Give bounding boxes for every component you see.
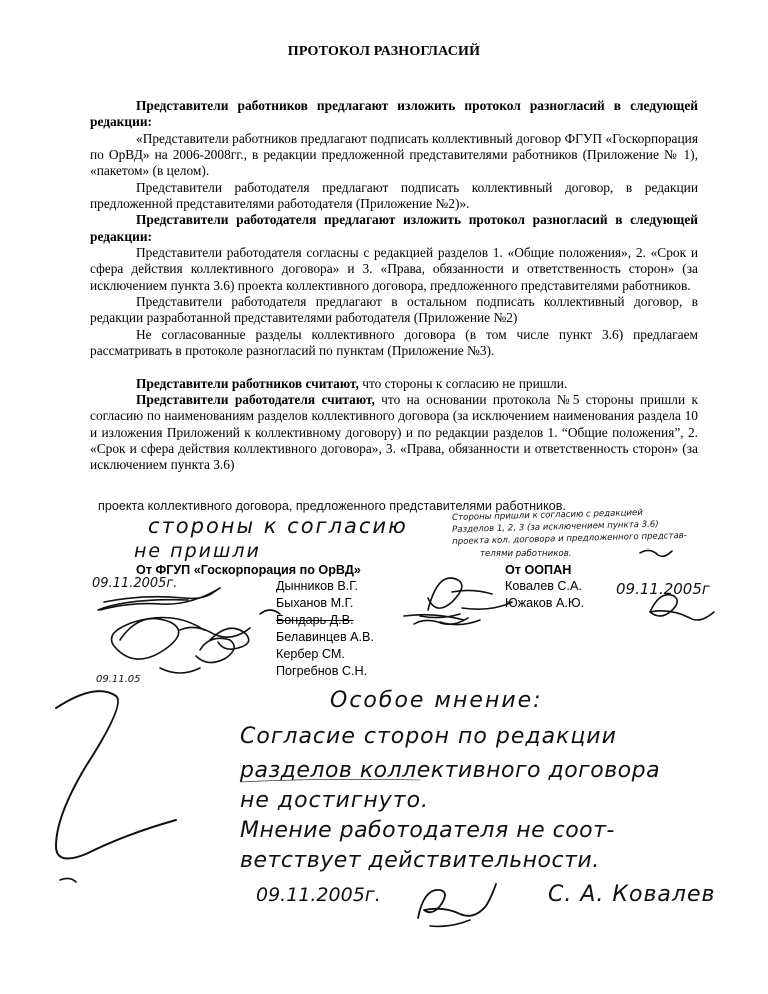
large-signature-z [56,691,176,858]
right-signature [650,595,714,620]
special-opinion-line-1: Согласие сторон по редакции [240,724,617,749]
right-note-flourish [640,550,672,556]
left-signatory-name: Кербер СМ. [276,647,345,661]
paragraph-employer-proposal: Представители работодателя предлагают подписать коллективный договор, в редакции предложенной представителями работодателя (Приложение №2)». [90,179,698,212]
handwritten-right-note-3: проекта кол. договора и предложенного представ- [452,530,688,547]
left-party-heading: От ФГУП «Госкорпорация по ОрВД» [136,563,361,577]
right-signatory-name: Ковалев С.А. [505,579,582,593]
paragraph-workers-opinion: Представители работников считают, что стороны к согласию не пришли. [136,375,568,391]
paragraph-workers-proposal-heading: Представители работников предлагают изложить протокол разногласий в следующей редакции: [90,98,698,130]
document-title: ПРОТОКОЛ РАЗНОГЛАСИЙ [287,44,481,59]
handwritten-signature-name: С. А. Ковалев [548,882,716,907]
left-signatory-name: Белавинцев А.В. [276,630,374,644]
special-opinion-line-4: Мнение работодателя не соот- [240,818,615,843]
left-signature-2 [112,618,205,660]
handwritten-left-note-2: не пришли [134,540,261,562]
handwritten-right-note-2: Разделов 1, 2, 3 (за исключением пункта 3.6) [452,519,659,535]
paragraph-workers-proposal: «Представители работников предлагают подписать коллективный договор ФГУП «Госкорпорация по ОрВД» на 2006-2008гг., в редакции предложенной представителями работников (Приложение № 1), «пакетом» (в целом). [90,130,698,179]
center-scribble [404,615,468,625]
left-signatory-name: Погребнов С.Н. [276,664,368,678]
bottom-signature [418,884,496,918]
typed-continuation-line: проекта коллективного договора, предложенного представителями работников. [98,499,566,513]
paragraph-employer-agrees: Представители работодателя согласны с редакцией разделов 1. «Общие положения», 2. «Срок и сфера действия коллективного договора» и 3. «Права, обязанности и ответственность сторон» (за исключением пункта 3.6) проекта коллективного договора, предложенного представителями работников. [90,245,698,293]
special-opinion-line-3: не достигнуто. [240,788,430,813]
handwritten-date-bottom: 09.11.2005г. [256,884,381,906]
document-body [90,98,698,474]
paragraph-disagreements: Не согласованные разделы коллективного договора (в том числе пункт 3.6) предлагаем рассматривать в протоколе разногласий по пунктам (Приложение №3). [90,326,698,359]
special-opinion-line-2: разделов коллективного договора [240,758,661,783]
handwritten-date-small: 09.11.05 [96,674,141,685]
handwritten-date-right: 09.11.2005г [616,580,710,598]
handwritten-right-note-4: телями работников. [480,549,572,559]
special-opinion-line-5: ветствует действительности. [240,848,600,873]
left-signatory-name: Дынников В.Г. [276,579,359,593]
paragraph-employer-proposal-heading: Представители работодателя предлагают изложить протокол разногласий в следующей редакции: [90,212,698,244]
handwritten-date-left: 09.11.2005г. [92,576,178,591]
right-signatory-name: Южаков А.Ю. [505,596,585,610]
left-signatory-name: Быханов М.Г. [276,596,354,610]
center-signature [428,578,512,610]
left-signatory-name: Бондарь Д.В. [276,613,354,627]
paragraph-employer-sign-rest: Представители работодателя предлагают в остальном подписать коллективный договор, в редакции разработанной представителями работодателя (Приложение №2) [90,294,698,326]
right-party-heading: От ООПАН [505,563,572,577]
handwritten-left-note-1: стороны к согласию [148,514,408,538]
handwritten-right-note-1: Стороны пришли к согласию с редакцией [452,508,644,523]
left-signature-1 [100,588,220,610]
special-opinion-title: Особое мнение: [330,688,543,713]
kerber-signature [210,628,249,649]
paragraph-employer-opinion: Представители работодателя считают, что на основании протокола №5 стороны пришли к согласию по наименованиям разделов коллективного договора (за исключением наименования раздела 10 и изложения Приложений к коллективному договору) и по редакции разделов 1. “Общие положения”, 2. «Срок и сфера действия коллективного договора», 3. «Права, обязанности и ответственность сторон» (за исключением пункта 3.6) [90,391,698,473]
